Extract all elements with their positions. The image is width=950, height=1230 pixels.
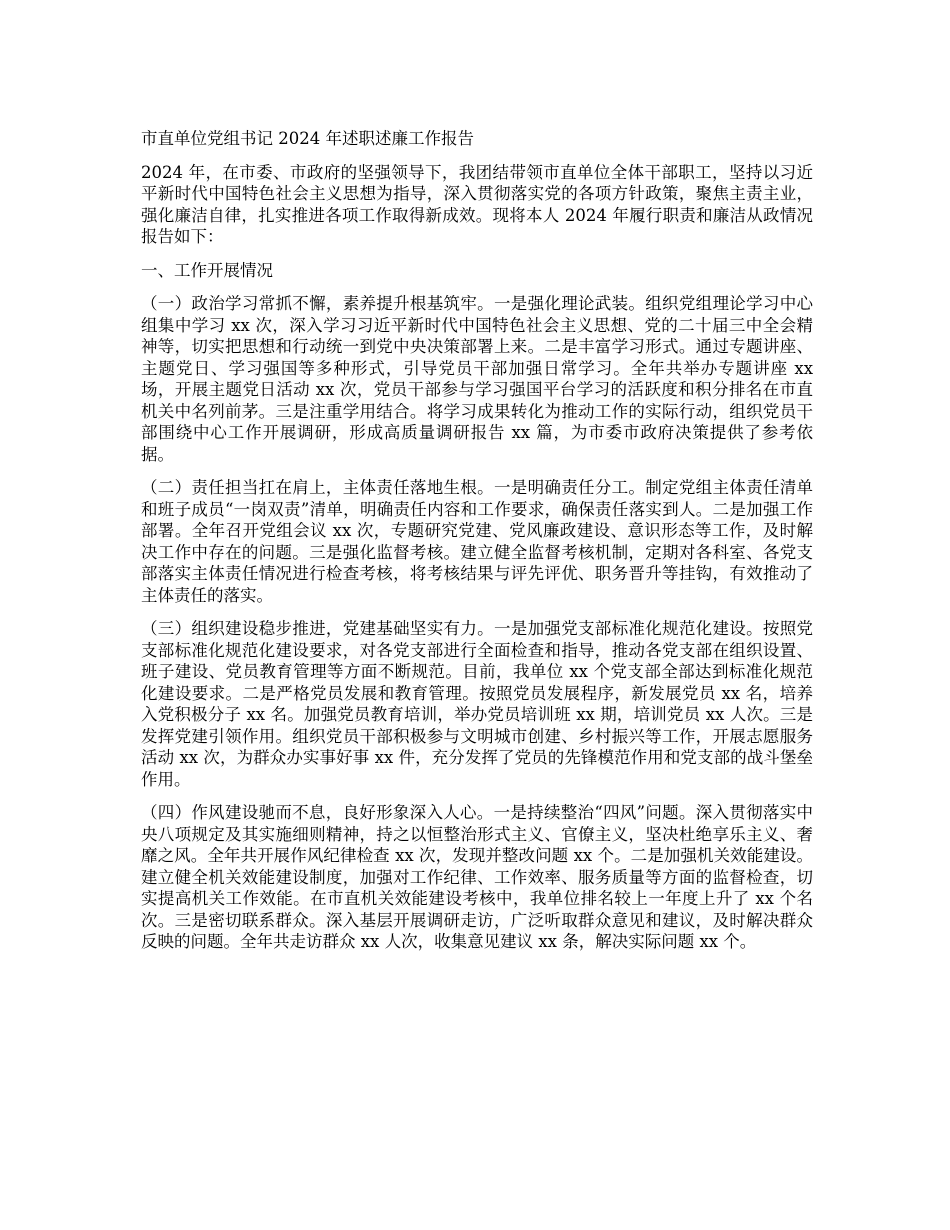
paragraph-political-study: （一）政治学习常抓不懈，素养提升根基筑牢。一是强化理论武装。组织党组理论学习中心组集中学习 xx 次，深入学习习近平新时代中国特色社会主义思想、党的二十届三中全会精神等，切实把思想和行动统一到党中央决策部署上来。二是丰富学习形式。通过专题讲座、主题党日、学习强国等多种形式，引导党员干部加强日常学习。全年共举办专题讲座 xx 场，开展主题党日活动 xx 次，党员干部参与学习强国平台学习的活跃度和积分排名在市直机关中名列前茅。三是注重学用结合。将学习成果转化为推动工作的实际行动，组织党员干部围绕中心工作开展调研，形成高质量调研报告 xx 篇，为市委市政府决策提供了参考依据。	[141, 294, 813, 464]
section-heading: 一、工作开展情况	[141, 260, 273, 280]
intro-paragraph: 2024 年，在市委、市政府的坚强领导下，我团结带领市直单位全体干部职工，坚持以习近平新时代中国特色社会主义思想为指导，深入贯彻落实党的各项方针政策，聚焦主责主业，强化廉洁自律，扎实推进各项工作取得新成效。现将本人 2024 年履行职责和廉洁从政情况报告如下：	[141, 162, 813, 246]
paragraph-organization: （三）组织建设稳步推进，党建基础坚实有力。一是加强党支部标准化规范化建设。按照党支部标准化规范化建设要求，对各党支部进行全面检查和指导，推动各党支部在组织设置、班子建设、党员教育管理等方面不断规范。目前，我单位 xx 个党支部全部达到标准化规范化建设要求。二是严格党员发展和教育管理。按照党员发展程序，新发展党员 xx 名，培养入党积极分子 xx 名。加强党员教育培训，举办党员培训班 xx 期，培训党员 xx 人次。三是发挥党建引领作用。组织党员干部积极参与文明城市创建、乡村振兴等工作，开展志愿服务活动 xx 次，为群众办实事好事 xx 件，充分发挥了党员的先锋模范作用和党支部的战斗堡垒作用。	[141, 619, 813, 789]
document-page	[141, 128, 813, 965]
paragraph-work-style: （四）作风建设驰而不息，良好形象深入人心。一是持续整治“四风”问题。深入贯彻落实中央八项规定及其实施细则精神，持之以恒整治形式主义、官僚主义，坚决杜绝享乐主义、奢靡之风。全年共开展作风纪律检查 xx 次，发现并整改问题 xx 个。二是加强机关效能建设。建立健全机关效能建设制度，加强对工作纪律、工作效率、服务质量等方面的监督检查，切实提高机关工作效能。在市直机关效能建设考核中，我单位排名较上一年度上升了 xx 个名次。三是密切联系群众。深入基层开展调研走访，广泛听取群众意见和建议，及时解决群众反映的问题。全年共走访群众 xx 人次，收集意见建议 xx 条，解决实际问题 xx 个。	[141, 803, 813, 951]
paragraph-responsibility: （二）责任担当扛在肩上，主体责任落地生根。一是明确责任分工。制定党组主体责任清单和班子成员“一岗双责”清单，明确责任内容和工作要求，确保责任落实到人。二是加强工作部署。全年召开党组会议 xx 次，专题研究党建、党风廉政建设、意识形态等工作，及时解决工作中存在的问题。三是强化监督考核。建立健全监督考核机制，定期对各科室、各党支部落实主体责任情况进行检查考核，将考核结果与评先评优、职务晋升等挂钩，有效推动了主体责任的落实。	[141, 478, 813, 605]
document-title: 市直单位党组书记 2024 年述职述廉工作报告	[141, 129, 474, 148]
